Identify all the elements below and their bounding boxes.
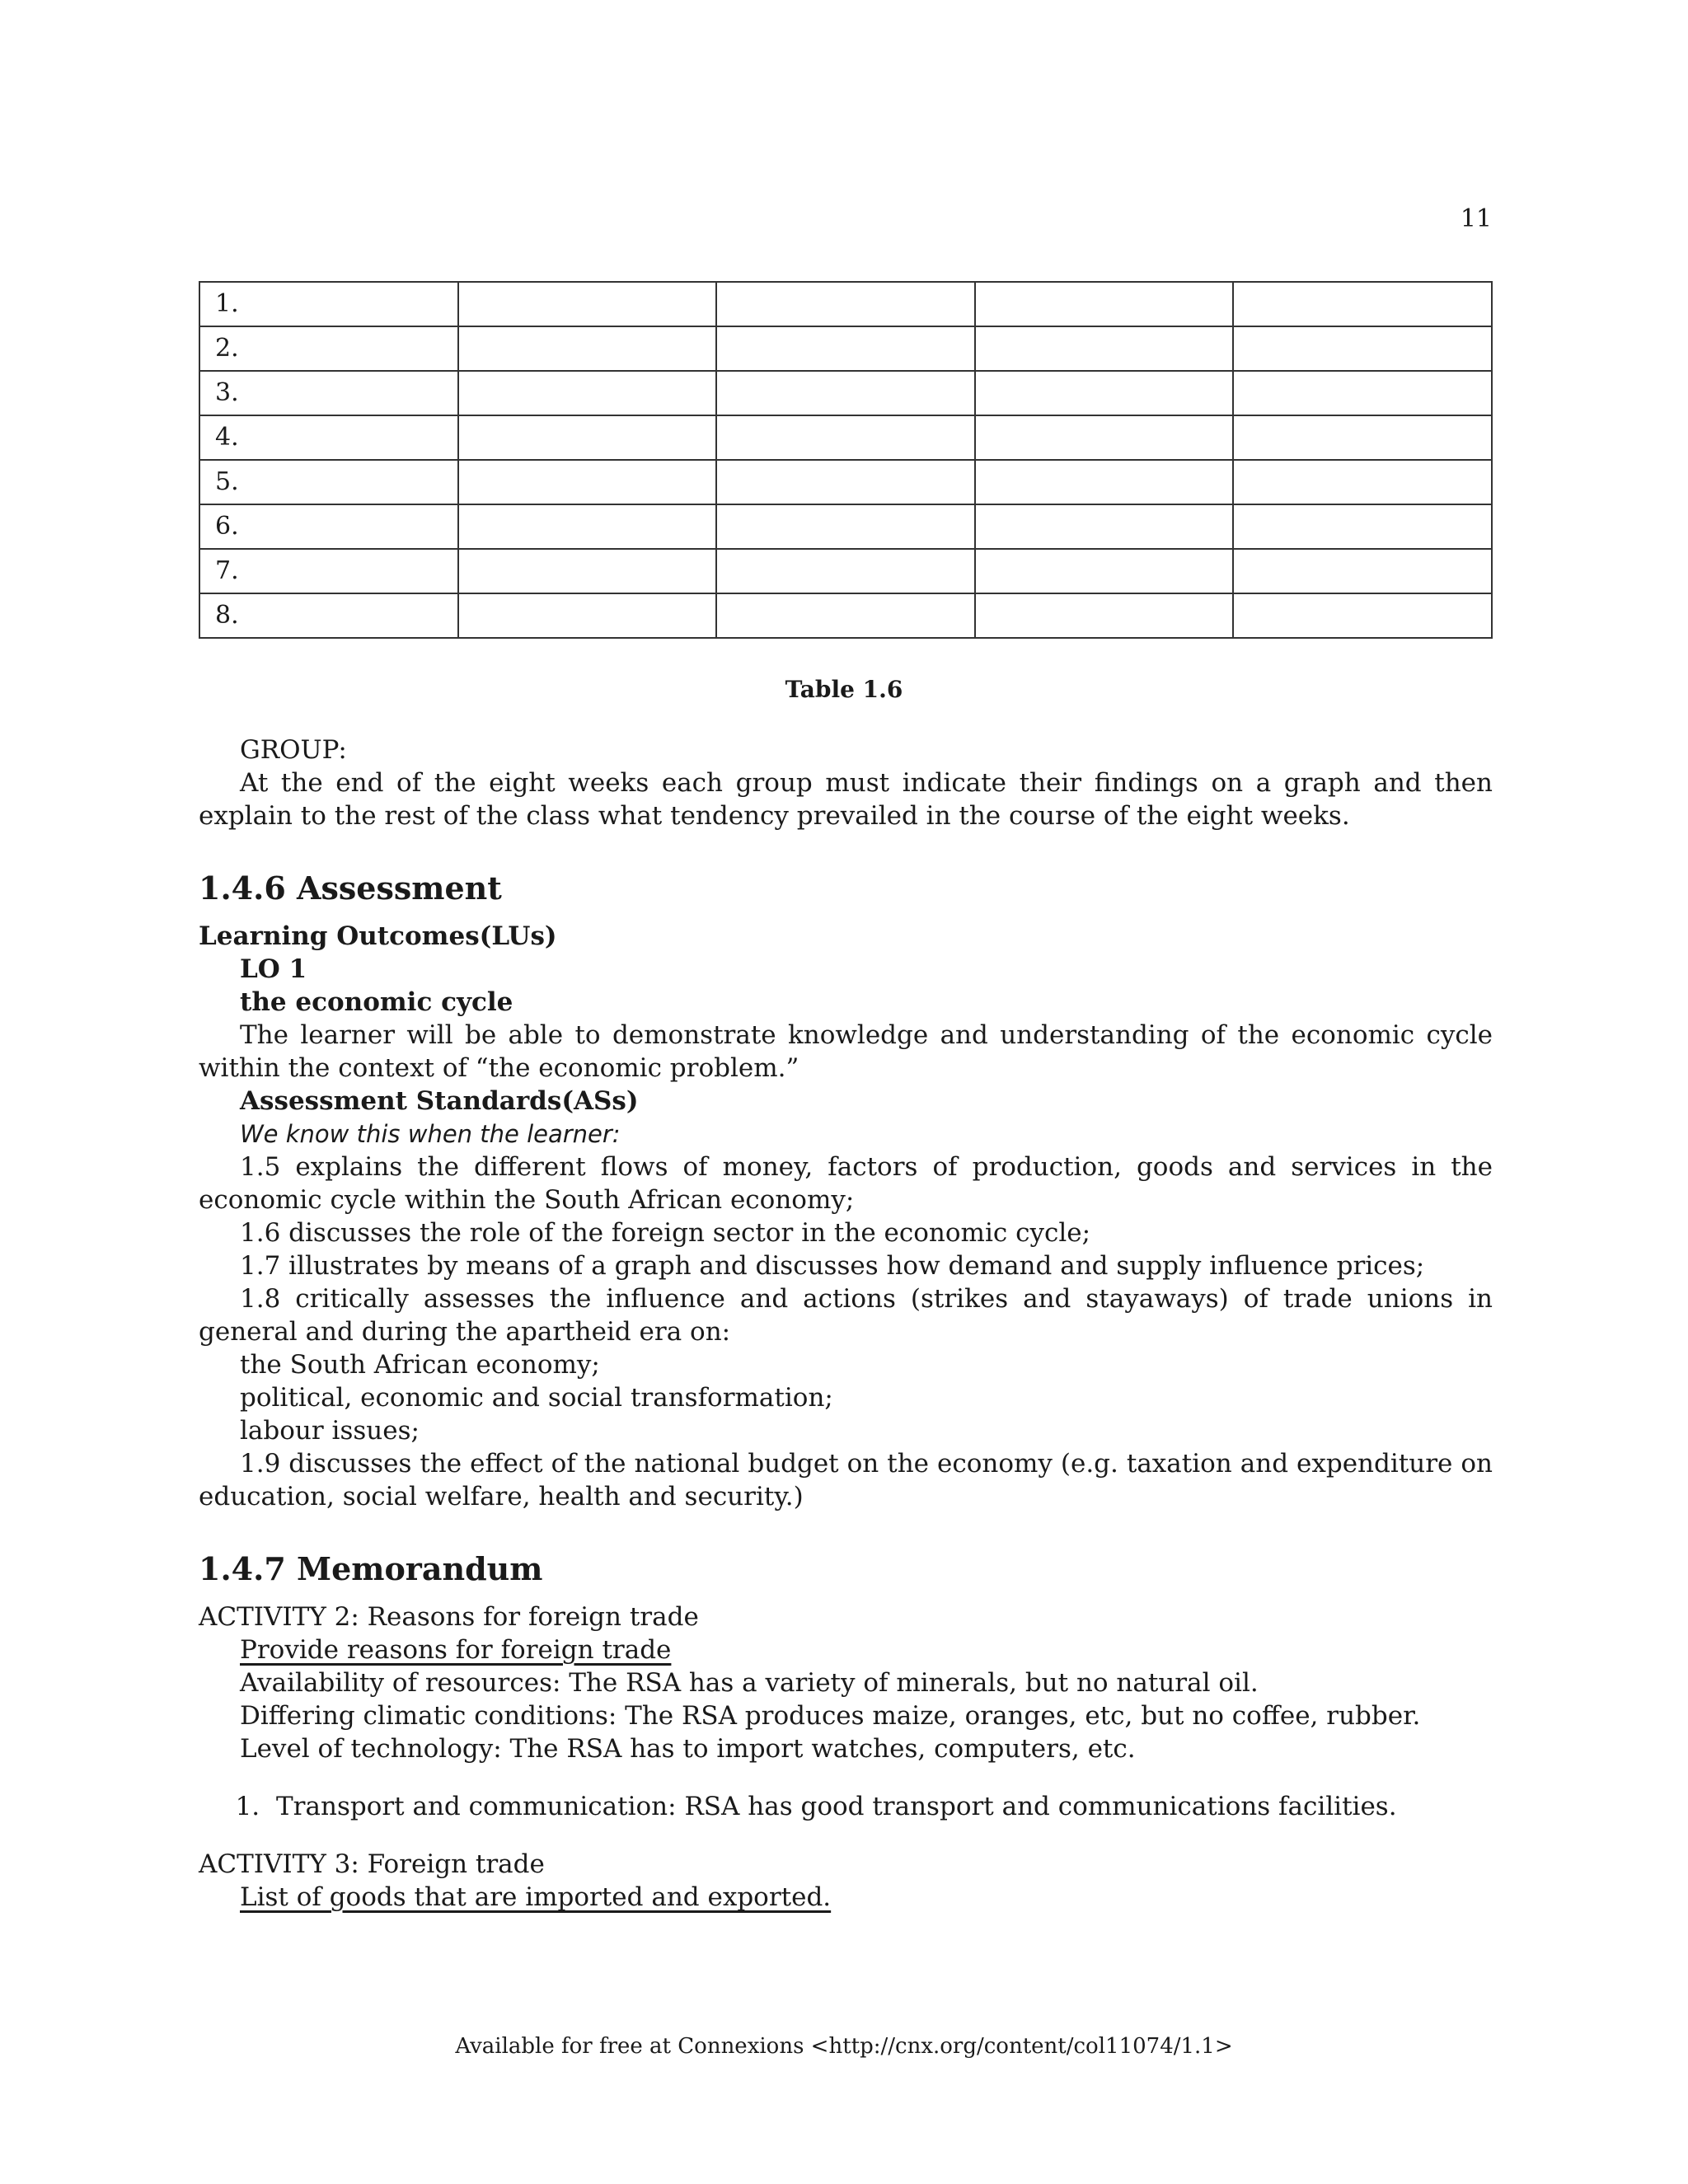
activity2-subheading: Provide reasons for foreign trade <box>240 1635 672 1665</box>
standard-sub-item: labour issues; <box>240 1416 420 1446</box>
table-cell <box>1233 371 1492 415</box>
activity2-line: Differing climatic conditions: The RSA produces maize, oranges, etc, but no coffee, rubber. <box>240 1701 1421 1731</box>
standard-item: 1.5 explains the different flows of money, factors of production, goods and services in the economic cycle within the South African economy; <box>199 1152 1493 1215</box>
body-text <box>199 733 1493 1914</box>
activity3-title: ACTIVITY 3: Foreign trade <box>199 1849 545 1879</box>
table-cell <box>716 593 975 638</box>
table-cell <box>975 460 1234 504</box>
table-cell <box>975 282 1234 326</box>
table-row <box>199 282 1492 326</box>
table-row <box>199 549 1492 593</box>
table-cell <box>716 549 975 593</box>
standard-item: 1.7 illustrates by means of a graph and discusses how demand and supply influence prices; <box>240 1251 1425 1281</box>
table-cell <box>716 415 975 460</box>
page-number: 11 <box>1460 204 1492 233</box>
table-row <box>199 326 1492 371</box>
table-cell <box>975 504 1234 549</box>
table-cell <box>975 549 1234 593</box>
footer-availability: Available for free at Connexions <http://cnx.org/content/col11074/1.1> <box>455 2034 1233 2059</box>
table-cell <box>1233 282 1492 326</box>
table-cell <box>716 282 975 326</box>
standard-item: 1.8 critically assesses the influence and actions (strikes and stayaways) of trade unions in general and during the apartheid era on: <box>199 1284 1493 1347</box>
table-row <box>199 460 1492 504</box>
table-cell <box>716 504 975 549</box>
table-cell <box>458 504 717 549</box>
table-cell <box>458 460 717 504</box>
activity2-numbered-list <box>199 1790 1493 1823</box>
standard-item: 1.9 discusses the effect of the national budget on the economy (e.g. taxation and expenditure on education, social welfare, health and security.) <box>199 1449 1493 1511</box>
table-cell <box>458 549 717 593</box>
table-cell <box>458 371 717 415</box>
row-number: 1. <box>199 282 458 326</box>
standard-sub-item: the South African economy; <box>240 1350 600 1380</box>
memorandum-heading: 1.4.7 Memorandum <box>199 1550 543 1587</box>
table-cell <box>716 371 975 415</box>
activity2-title: ACTIVITY 2: Reasons for foreign trade <box>199 1602 699 1632</box>
table-cell <box>975 415 1234 460</box>
table-row <box>199 371 1492 415</box>
lo-label: LO 1 <box>240 954 307 984</box>
group-label: GROUP: <box>240 735 347 765</box>
table-cell <box>975 371 1234 415</box>
row-number: 5. <box>199 460 458 504</box>
table-cell <box>1233 326 1492 371</box>
activity3-subheading: List of goods that are imported and exported. <box>240 1882 832 1912</box>
table-cell <box>458 593 717 638</box>
table-cell <box>1233 415 1492 460</box>
standard-sub-item: political, economic and social transformation; <box>240 1383 833 1413</box>
assessment-standards-intro: We know this when the learner: <box>240 1120 621 1148</box>
table-cell <box>716 460 975 504</box>
row-number: 6. <box>199 504 458 549</box>
table-cell <box>1233 460 1492 504</box>
lo-paragraph: The learner will be able to demonstrate knowledge and understanding of the economic cycle within the context of “the economic problem.” <box>199 1020 1493 1083</box>
row-number: 8. <box>199 593 458 638</box>
table-cell <box>458 282 717 326</box>
table-cell <box>1233 593 1492 638</box>
learning-outcomes-heading: Learning Outcomes(LUs) <box>199 921 557 951</box>
activity2-line: Level of technology: The RSA has to import watches, computers, etc. <box>240 1734 1136 1764</box>
row-number: 2. <box>199 326 458 371</box>
row-number: 3. <box>199 371 458 415</box>
table-row <box>199 415 1492 460</box>
group-paragraph: At the end of the eight weeks each group must indicate their findings on a graph and then explain to the rest of the class what tendency prevailed in the course of the eight weeks. <box>199 768 1493 831</box>
activity2-line: Availability of resources: The RSA has a variety of minerals, but no natural oil. <box>240 1668 1259 1698</box>
findings-table <box>199 281 1493 639</box>
table-caption: Table 1.6 <box>785 676 903 703</box>
list-item: 1. Transport and communication: RSA has good transport and communications facilities. <box>268 1790 1493 1823</box>
table-cell <box>716 326 975 371</box>
assessment-standards-heading: Assessment Standards(ASs) <box>240 1086 639 1116</box>
table-cell <box>458 326 717 371</box>
table-cell <box>975 593 1234 638</box>
table-row <box>199 504 1492 549</box>
table-cell <box>1233 549 1492 593</box>
lo-title: the economic cycle <box>240 987 513 1017</box>
table-cell <box>975 326 1234 371</box>
table-row <box>199 593 1492 638</box>
row-number: 4. <box>199 415 458 460</box>
table-cell <box>1233 504 1492 549</box>
assessment-heading: 1.4.6 Assessment <box>199 869 502 907</box>
table-cell <box>458 415 717 460</box>
row-number: 7. <box>199 549 458 593</box>
standard-item: 1.6 discusses the role of the foreign sector in the economic cycle; <box>240 1218 1091 1248</box>
